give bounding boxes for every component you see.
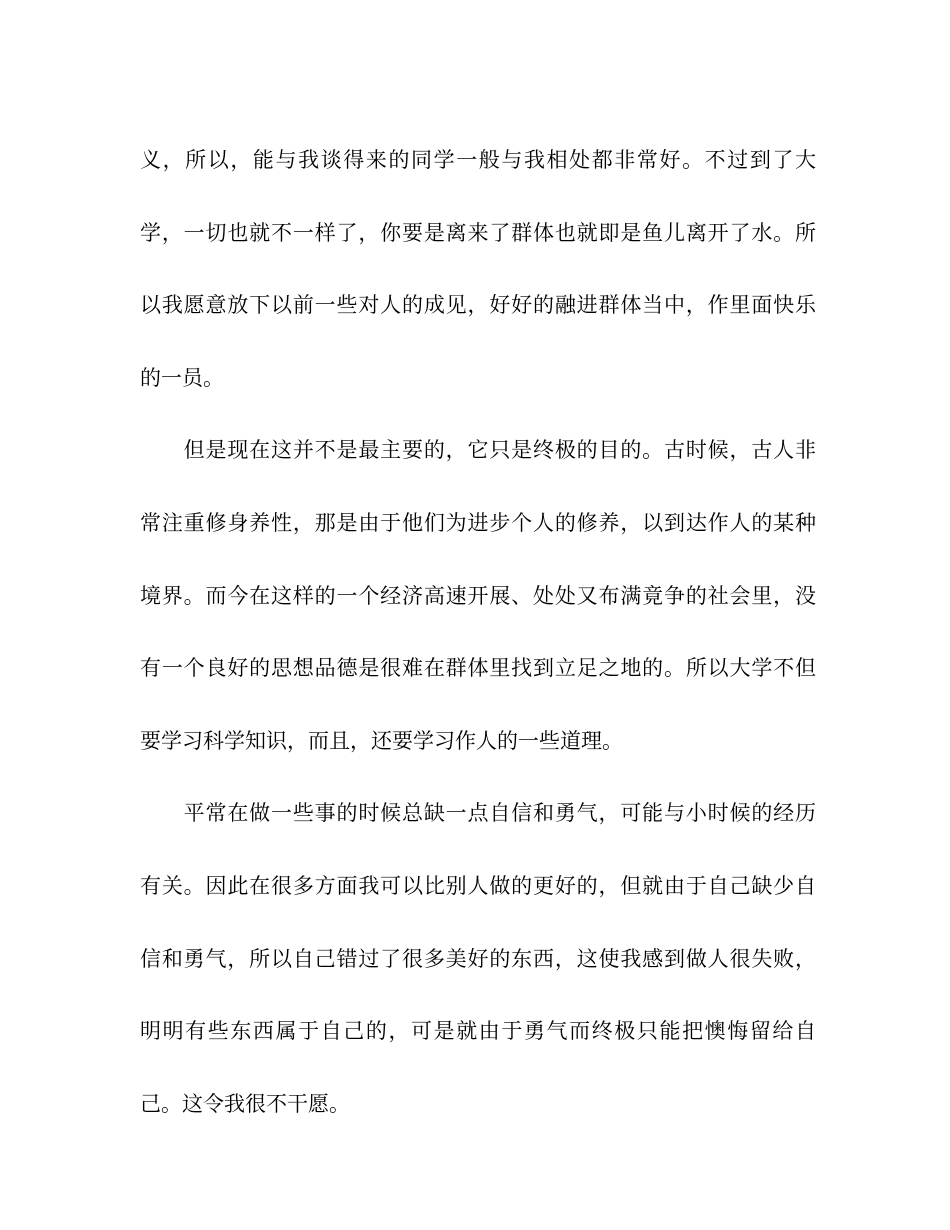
text-line: 信和勇气，所以自己错过了很多美好的东西，这使我感到做人很失败，	[140, 946, 816, 971]
document-body	[140, 124, 816, 1140]
text-line: 己。这令我很不干愿。	[140, 1091, 350, 1116]
text-line: 学，一切也就不一样了，你要是离来了群体也就即是鱼儿离开了水。所	[140, 220, 816, 245]
text-line: 但是现在这并不是最主要的，它只是终极的目的。古时候，古人非	[140, 438, 816, 463]
text-line: 以我愿意放下以前一些对人的成见，好好的融进群体当中，作里面快乐	[140, 293, 816, 318]
text-line: 的一员。	[140, 365, 224, 390]
text-line: 明明有些东西属于自己的，可是就由于勇气而终极只能把懊悔留给自	[140, 1019, 816, 1044]
text-line: 境界。而今在这样的一个经济高速开展、处处又布满竟争的社会里，没	[140, 583, 816, 608]
text-line: 常注重修身养性，那是由于他们为进步个人的修养，以到达作人的某种	[140, 510, 816, 535]
text-line: 有关。因此在很多方面我可以比别人做的更好的，但就由于自己缺少自	[140, 873, 816, 898]
text-line: 义，所以，能与我谈得来的同学一般与我相处都非常好。不过到了大	[140, 148, 816, 172]
text-line: 要学习科学知识，而且，还要学习作人的一些道理。	[140, 728, 623, 753]
text-line: 有一个良好的思想品德是很难在群体里找到立足之地的。所以大学不但	[140, 656, 816, 681]
text-line: 平常在做一些事的时候总缺一点自信和勇气，可能与小时候的经历	[140, 801, 816, 826]
